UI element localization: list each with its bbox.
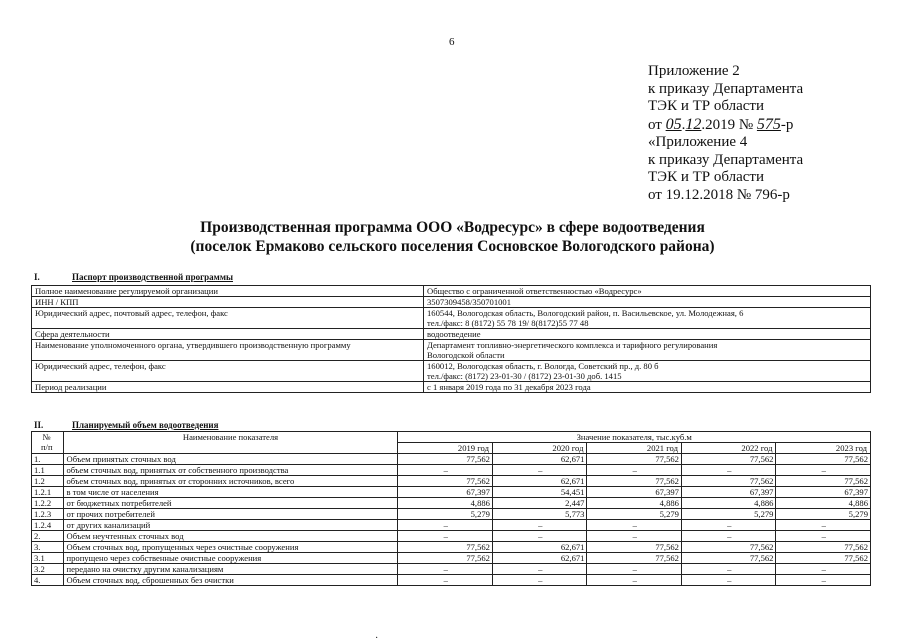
row-name: пропущено через собственные очистные сооружения: [63, 553, 398, 564]
row-value: –: [398, 575, 493, 586]
passport-value: [424, 308, 871, 329]
row-name: объем сточных вод, принятых от собственного производства: [63, 465, 398, 476]
row-value: 67,397: [681, 487, 776, 498]
year-header: 2020 год: [492, 443, 587, 454]
row-number: 3.2: [32, 564, 64, 575]
passport-row: [32, 361, 871, 382]
row-value: 62,671: [492, 454, 587, 465]
row-value: –: [587, 564, 682, 575]
row-number: 1.2.2: [32, 498, 64, 509]
row-value: –: [776, 531, 871, 542]
passport-value: [424, 297, 871, 308]
row-value: 5,279: [398, 509, 493, 520]
row-value: 2,447: [492, 498, 587, 509]
annex-line: к приказу Департамента: [648, 80, 804, 97]
row-value: –: [776, 465, 871, 476]
row-value: 77,562: [587, 454, 682, 465]
row-value: 77,562: [398, 476, 493, 487]
row-value: 67,397: [398, 487, 493, 498]
row-value: 67,397: [776, 487, 871, 498]
row-name: Объем неучтенных сточных вод: [63, 531, 398, 542]
row-name: от прочих потребителей: [63, 509, 398, 520]
row-value: –: [398, 520, 493, 531]
row-value: –: [492, 575, 587, 586]
col-number-line1: №: [42, 432, 51, 442]
row-value: 77,562: [681, 476, 776, 487]
annex-date-suffix: -р: [780, 116, 794, 133]
row-value: 5,279: [587, 509, 682, 520]
annex-line: ТЭК и ТР области: [648, 98, 764, 114]
row-value: 62,671: [492, 476, 587, 487]
passport-key: Сфера деятельности: [32, 329, 424, 340]
page-number: 6: [449, 36, 455, 48]
row-value: 62,671: [492, 542, 587, 553]
table-row: [32, 465, 871, 476]
year-header: 2023 год: [776, 443, 871, 454]
row-value: –: [587, 531, 682, 542]
row-value: 77,562: [776, 553, 871, 564]
row-value: –: [681, 575, 776, 586]
passport-key: Юридический адрес, почтовый адрес, телефон, факс: [32, 308, 424, 329]
annex-line: от 19.12.2018 № 796-р: [648, 186, 790, 203]
section-2-title: Планируемый объем водоотведения: [72, 420, 219, 430]
passport-value-line: Общество с ограниченной ответственностью «Водресурс»: [427, 286, 642, 296]
annex-date-prefix: от: [648, 116, 662, 133]
row-value: 77,562: [776, 476, 871, 487]
row-number: 2.: [32, 531, 64, 542]
row-value: –: [776, 564, 871, 575]
table-row: [32, 454, 871, 465]
row-value: 67,397: [587, 487, 682, 498]
section-1-title: Паспорт производственной программы: [72, 272, 233, 282]
annex-date-line: [648, 116, 803, 135]
row-name: передано на очистку другим канализациям: [63, 564, 398, 575]
row-number: 3.1: [32, 553, 64, 564]
row-value: 77,562: [776, 542, 871, 553]
row-value: –: [681, 564, 776, 575]
row-value: –: [681, 531, 776, 542]
passport-table: [31, 285, 871, 393]
row-value: 77,562: [587, 476, 682, 487]
table-row: [32, 564, 871, 575]
row-value: –: [587, 465, 682, 476]
passport-row: [32, 340, 871, 361]
passport-value-line: Вологодской области: [427, 350, 505, 360]
passport-value-line: Департамент топливно-энергетического комплекса и тарифного регулирования: [427, 340, 718, 350]
passport-value-line: тел./факс: 8 (8172) 55 78 19/ 8(8172)55 77 48: [427, 318, 589, 328]
row-value: –: [776, 520, 871, 531]
annex-line: ТЭК и ТР области: [648, 169, 764, 185]
annex-line: Приложение 2: [648, 63, 740, 79]
year-header: 2021 год: [587, 443, 682, 454]
passport-value-line: тел./факс: (8172) 23-01-30 / (8172) 23-01-30 доб. 1415: [427, 371, 622, 381]
col-number-line2: п/п: [40, 442, 53, 452]
passport-value-line: с 1 января 2019 года по 31 декабря 2023 года: [427, 382, 591, 392]
title-line-2: (поселок Ермаково сельского поселения Сосновское Вологодского района): [190, 238, 715, 255]
section-2-number: II.: [34, 420, 44, 430]
row-number: 3.: [32, 542, 64, 553]
row-value: 5,773: [492, 509, 587, 520]
passport-row: [32, 286, 871, 297]
row-value: 4,886: [587, 498, 682, 509]
passport-row: [32, 382, 871, 393]
passport-value: [424, 286, 871, 297]
row-name: в том числе от населения: [63, 487, 398, 498]
row-number: 1.1: [32, 465, 64, 476]
row-value: –: [776, 575, 871, 586]
row-value: –: [587, 520, 682, 531]
row-value: 5,279: [681, 509, 776, 520]
row-name: от других канализаций: [63, 520, 398, 531]
passport-row: [32, 308, 871, 329]
row-value: –: [492, 531, 587, 542]
annex-handwritten-month: 12: [685, 115, 702, 133]
table-row: [32, 487, 871, 498]
volume-table: [31, 431, 871, 586]
row-name: Объем принятых сточных вод: [63, 454, 398, 465]
passport-key: Наименование уполномоченного органа, утвердившего производственную программу: [32, 340, 424, 361]
document-title: [0, 218, 905, 256]
row-value: –: [681, 465, 776, 476]
table-row: [32, 531, 871, 542]
passport-value-line: 3507309458/350701001: [427, 297, 512, 307]
row-value: –: [492, 520, 587, 531]
annex-line: «Приложение 4: [648, 134, 748, 150]
passport-value: [424, 361, 871, 382]
annex-date-year: .2019 №: [701, 116, 754, 133]
row-value: 62,671: [492, 553, 587, 564]
table-row: [32, 542, 871, 553]
table-row: [32, 553, 871, 564]
passport-row: [32, 297, 871, 308]
passport-value: [424, 340, 871, 361]
row-value: 77,562: [587, 553, 682, 564]
row-value: 4,886: [681, 498, 776, 509]
annex-date-sep: .: [681, 116, 686, 133]
row-name: Объем сточных вод, пропущенных через очистные сооружения: [63, 542, 398, 553]
col-number-header: [32, 432, 64, 454]
section-1-number: I.: [34, 272, 40, 282]
table-row: [32, 520, 871, 531]
col-name-header: Наименование показателя: [63, 432, 398, 454]
passport-value-line: 160012, Вологодская область, г. Вологда, Советский пр., д. 80 б: [427, 361, 659, 371]
annex-block: [648, 63, 803, 204]
table-row: [32, 575, 871, 586]
section-1-heading: [34, 272, 233, 282]
year-header: 2019 год: [398, 443, 493, 454]
row-number: 1.2.4: [32, 520, 64, 531]
row-value: –: [398, 465, 493, 476]
passport-key: ИНН / КПП: [32, 297, 424, 308]
row-value: 4,886: [398, 498, 493, 509]
passport-value-line: водоотведение: [427, 329, 481, 339]
row-number: 1.2.1: [32, 487, 64, 498]
passport-value: [424, 329, 871, 340]
row-value: 4,886: [776, 498, 871, 509]
col-values-header: Значение показателя, тыс.куб.м: [398, 432, 871, 443]
row-value: 77,562: [681, 454, 776, 465]
row-value: –: [398, 564, 493, 575]
row-value: –: [492, 465, 587, 476]
annex-handwritten-number: 575: [756, 115, 781, 133]
row-value: 77,562: [776, 454, 871, 465]
passport-value-line: 160544, Вологодская область, Вологодский район, п. Васильевское, ул. Молодежная, 6: [427, 308, 744, 318]
passport-row: [32, 329, 871, 340]
row-value: 77,562: [681, 542, 776, 553]
passport-key: Период реализации: [32, 382, 424, 393]
annex-line: к приказу Департамента: [648, 151, 804, 168]
passport-key: Юридический адрес, телефон, факс: [32, 361, 424, 382]
row-value: 54,451: [492, 487, 587, 498]
row-number: 1.: [32, 454, 64, 465]
row-name: объем сточных вод, принятых от сторонних источников, всего: [63, 476, 398, 487]
row-value: 77,562: [587, 542, 682, 553]
row-value: 77,562: [398, 454, 493, 465]
title-line-1: Производственная программа ООО «Водресурс» в сфере водоотведения: [200, 219, 705, 236]
table-row: [32, 476, 871, 487]
row-value: –: [398, 531, 493, 542]
annex-handwritten-day: 05: [665, 115, 682, 133]
section-2-heading: [34, 420, 218, 430]
table-row: [32, 498, 871, 509]
passport-key: Полное наименование регулируемой организации: [32, 286, 424, 297]
row-value: –: [681, 520, 776, 531]
row-value: –: [492, 564, 587, 575]
row-name: Объем сточных вод, сброшенных без очистки: [63, 575, 398, 586]
row-value: –: [587, 575, 682, 586]
row-number: 1.2.3: [32, 509, 64, 520]
year-header: 2022 год: [681, 443, 776, 454]
scan-mark: ·: [375, 633, 379, 644]
passport-value: [424, 382, 871, 393]
row-value: 5,279: [776, 509, 871, 520]
row-value: 77,562: [681, 553, 776, 564]
row-number: 4.: [32, 575, 64, 586]
row-name: от бюджетных потребителей: [63, 498, 398, 509]
row-number: 1.2: [32, 476, 64, 487]
row-value: 77,562: [398, 542, 493, 553]
row-value: 77,562: [398, 553, 493, 564]
table-row: [32, 509, 871, 520]
